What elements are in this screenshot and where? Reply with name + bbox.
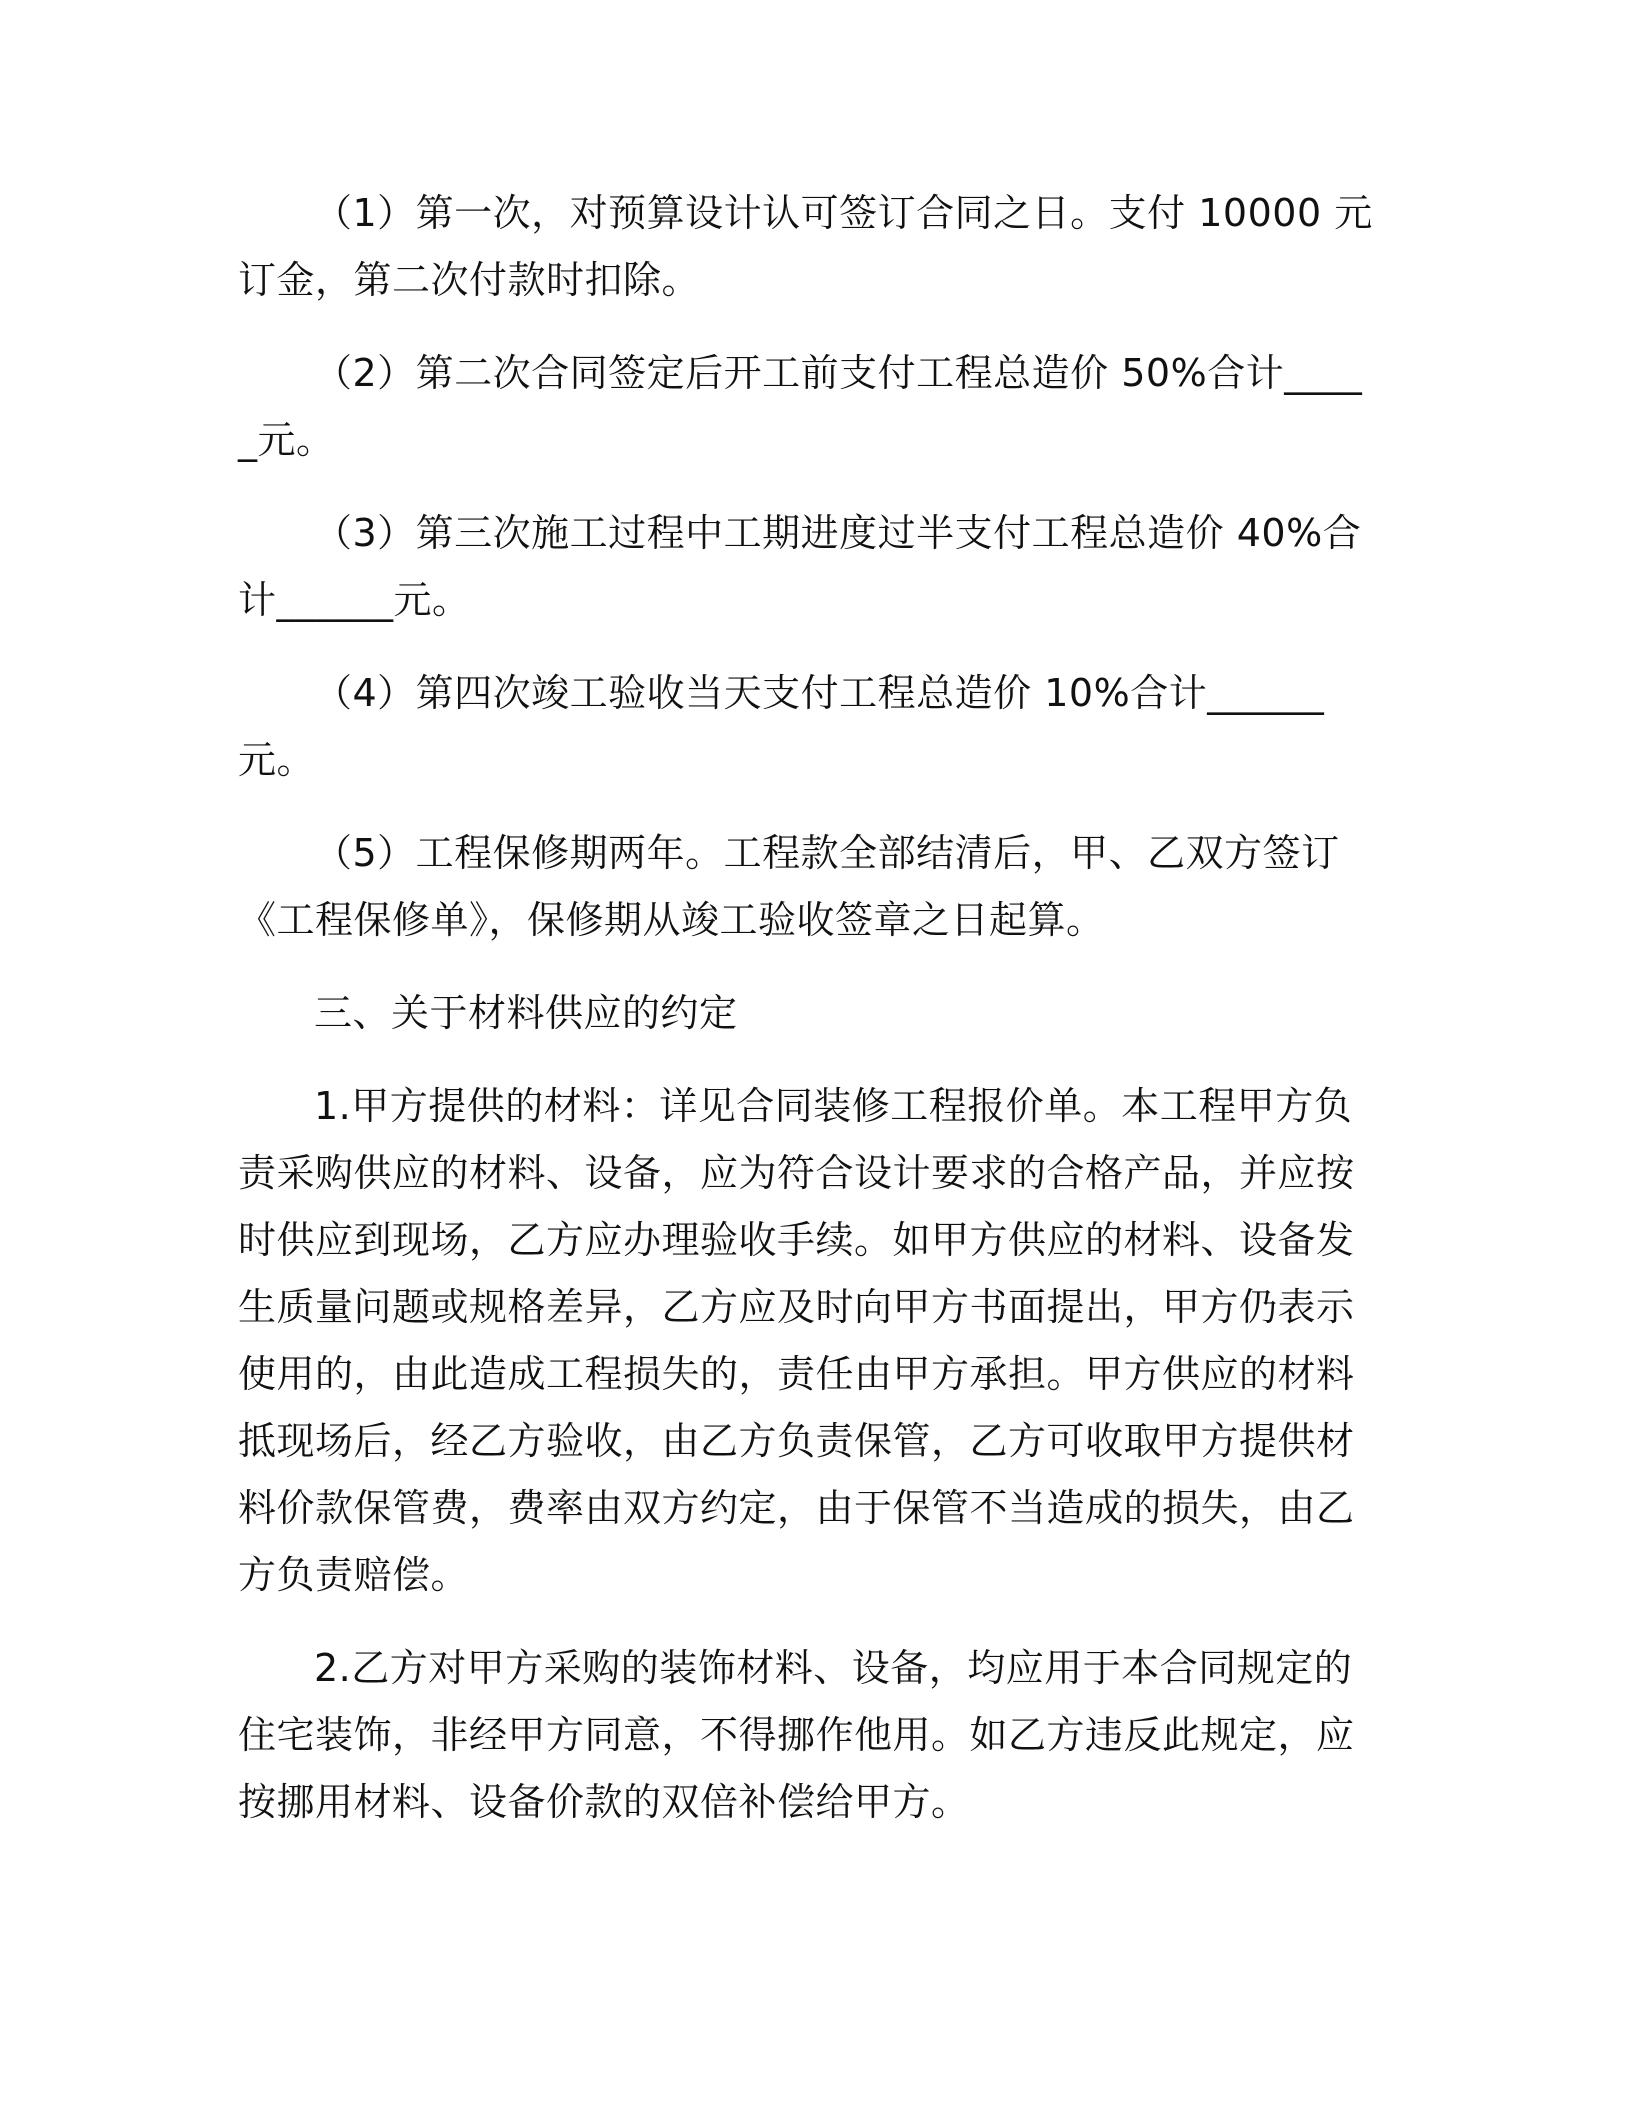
payment-clause-4: （4）第四次竣工验收当天支付工程总造价 10%合计______元。: [238, 671, 1325, 782]
section-heading-materials: 三、关于材料供应的约定: [314, 991, 738, 1035]
payment-clause-3: （3）第三次施工过程中工期进度过半支付工程总造价 40%合计______元。: [238, 511, 1362, 622]
materials-clause-1: 1.甲方提供的材料：详见合同装修工程报价单。本工程甲方负责采购供应的材料、设备，应为符合设计要求的合格产品，并应按时供应到现场，乙方应办理验收手续。如甲方供应的材料、设备发生质量问题或规格差异，乙方应及时向甲方书面提出，甲方仍表示使用的，由此造成工程损失的，责任由甲方承担。甲方供应的材料抵现场后，经乙方验收，由乙方负责保管，乙方可收取甲方提供材料价款保管费，费率由双方约定，由于保管不当造成的损失，由乙方负责赔偿。: [238, 1084, 1355, 1597]
payment-clause-1: （1）第一次，对预算设计认可签订合同之日。支付 10000 元订金，第二次付款时扣除。: [238, 191, 1373, 302]
materials-clause-2: 2.乙方对甲方采购的装饰材料、设备，均应用于本合同规定的住宅装饰，非经甲方同意，不得挪作他用。如乙方违反此规定，应按挪用材料、设备价款的双倍补偿给甲方。: [238, 1646, 1355, 1824]
payment-clause-2: （2）第二次合同签定后开工前支付工程总造价 50%合计_____元。: [238, 351, 1363, 462]
document-body: [238, 180, 1378, 1862]
warranty-clause: （5）工程保修期两年。工程款全部结清后，甲、乙双方签订《工程保修单》，保修期从竣工验收签章之日起算。: [238, 831, 1340, 942]
